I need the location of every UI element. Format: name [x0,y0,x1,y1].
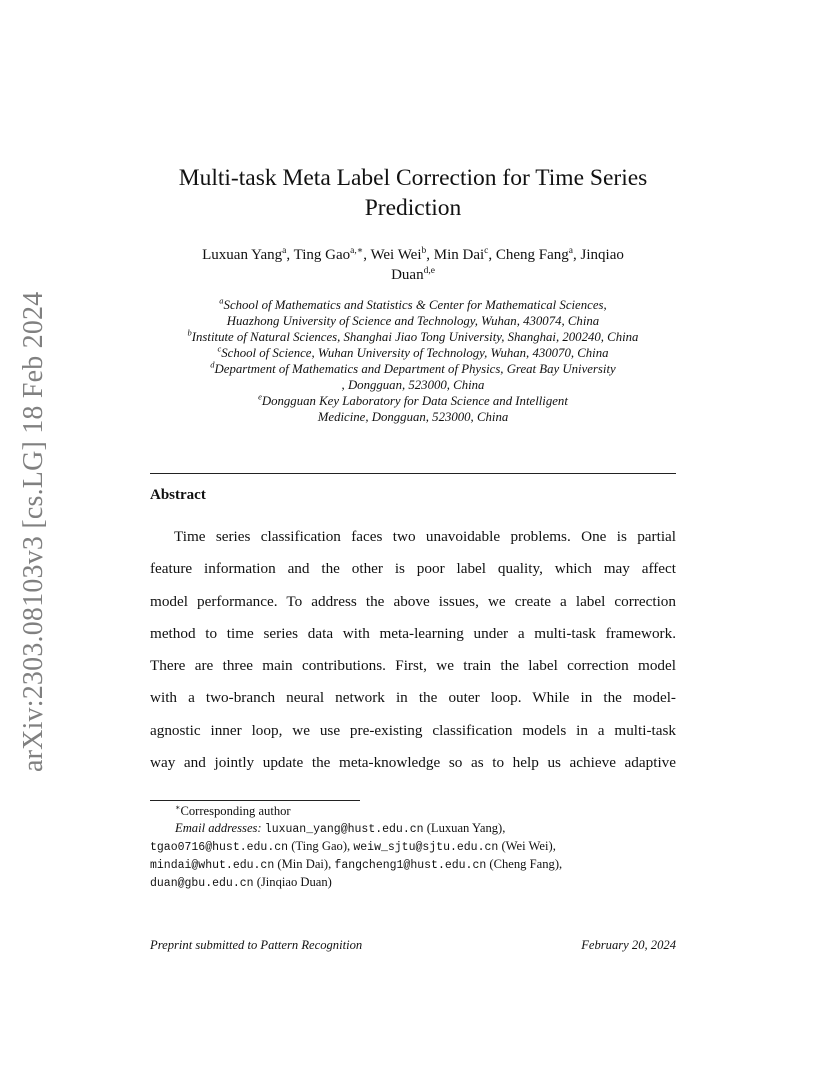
author-affil-mark: a [282,246,287,256]
author-line: Luxuan Yang$^a$, Ting Gao$^{a,∗}$, Wei Wei$^b$, Min Dai$^c$, Cheng Fang$^a$, Jinqiao [202,246,624,263]
author-affil-mark: c [484,246,489,256]
email-link[interactable]: mindai@whut.edu.cn [150,859,275,872]
affiliation-text: Institute of Natural Sciences, Shanghai Jiao Tong University, Shanghai, 200240, China [191,330,639,344]
affiliation-line [120,313,706,329]
email-owner: (Min Dai), [277,857,332,871]
email-label: Email addresses: [175,821,262,835]
affiliation-text: School of Science, Wuhan University of Technology, Wuhan, 430070, China [221,346,609,360]
affiliation-line [120,377,706,393]
footer-date: February 20, 2024 [581,938,676,952]
abstract-line: with a two-branch neural network in the outer loop. While in the model- [150,689,676,707]
footnote-corresponding [150,803,676,820]
abstract-line: model performance. To address the above issues, we create a label correction [150,592,676,610]
author-name: Wei Wei [370,247,422,263]
section-divider [150,473,676,474]
affiliation-line [120,409,706,425]
title-line: Multi-task Meta Label Correction for Time Series [178,165,648,191]
affiliation-text: School of Mathematics and Statistics & Center for Mathematical Sciences, [223,298,607,312]
footnote-emails-line [150,856,676,874]
email-owner: (Wei Wei), [501,839,556,853]
paper-title [150,163,676,223]
author-name: Ting Gao [293,247,351,263]
affiliation-line [120,361,706,377]
affiliation-mark: d [210,359,215,370]
affiliation-mark: c [217,343,222,354]
affiliation-line [120,345,706,361]
author-name: Jinqiao [580,247,624,263]
affiliation-line [120,329,706,345]
author-name: Luxuan Yang [202,247,283,263]
footnote-divider [150,800,360,801]
author-affil-mark: a,∗ [350,246,364,256]
affiliation-text: Department of Mathematics and Department of Physics, Great Bay University [214,362,616,376]
affiliation-mark: b [187,327,192,338]
author-affil-mark: a [568,246,574,256]
email-link[interactable]: weiw_sjtu@sjtu.edu.cn [353,841,499,854]
affiliation-text: Medicine, Dongguan, 523000, China [317,410,509,424]
affiliation-text: Huazhong University of Science and Technology, Wuhan, 430074, China [226,314,600,328]
author-list [150,245,676,285]
author-line [150,265,676,285]
affiliation-text: Dongguan Key Laboratory for Data Science and Intelligent [261,394,568,408]
footnote-emails-line [150,838,676,856]
abstract-heading: Abstract [150,487,206,503]
footnote-emails-line [150,874,676,892]
affiliation-line [120,297,706,313]
footer-preprint-note: Preprint submitted to Pattern Recognition [150,938,363,952]
abstract-line: method to time series data with meta-learning under a multi-task framework. [150,624,676,642]
email-owner: (Ting Gao), [291,839,351,853]
footnote-text: Corresponding author [180,804,291,818]
abstract-line: feature information and the other is poor label quality, which may affect [150,560,676,578]
email-link[interactable]: duan@gbu.edu.cn [150,877,254,890]
email-link[interactable]: luxuan_yang@hust.edu.cn [264,823,424,836]
abstract-body [150,524,676,782]
footnote-mark: ∗ [175,802,181,812]
title-line: Prediction [364,195,462,221]
abstract-line: Time series classification faces two unavoidable problems. One is partial [174,528,676,545]
email-owner: (Cheng Fang), [489,857,563,871]
abstract-line: agnostic inner loop, we use pre-existing classification models in a multi-task [150,721,676,739]
affiliation-text: , Dongguan, 523000, China [341,378,485,392]
email-link[interactable]: fangcheng1@hust.edu.cn [334,859,487,872]
author-name: Min Dai [433,247,485,263]
email-owner: (Luxuan Yang), [426,821,506,835]
affiliation-list [120,297,706,425]
email-owner: (Jinqiao Duan) [256,875,332,889]
footnotes [150,803,676,892]
affiliation-mark: e [258,391,262,402]
author-name: Cheng Fang [495,247,569,263]
abstract-line: There are three main contributions. First, we train the label correction model [150,657,676,675]
author-affil-mark: b [421,246,427,256]
affiliation-mark: a [219,295,224,306]
affiliation-line [120,393,706,409]
author-name: Duan [391,267,424,283]
email-link[interactable]: tgao0716@hust.edu.cn [150,841,289,854]
abstract-line: way and jointly update the meta-knowledge so as to help us achieve adaptive [150,754,676,772]
author-affil-mark: d,e [423,266,435,276]
footnote-emails-line [150,820,676,838]
arxiv-stamp: arXiv:2303.08103v3 [cs.LG] 18 Feb 2024 [18,291,49,772]
